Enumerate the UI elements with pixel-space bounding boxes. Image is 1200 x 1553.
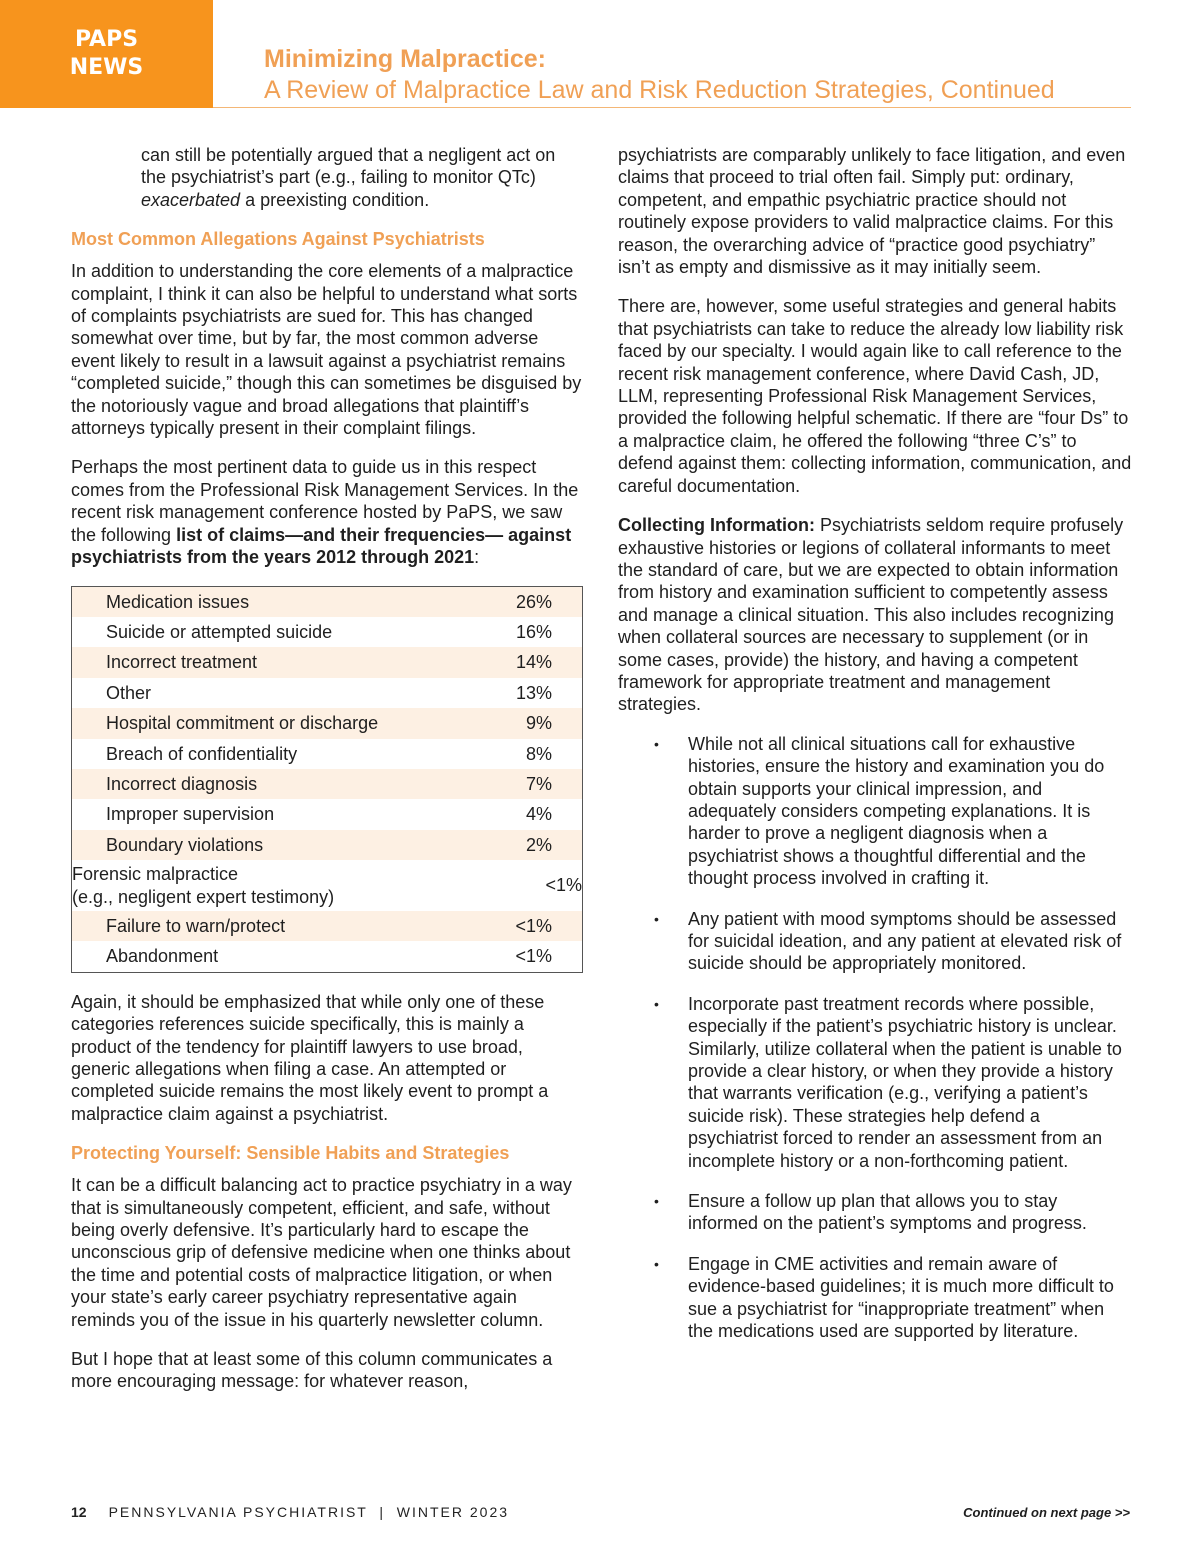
data-source-bold: list of claims—and their frequencies— against psychiatrists from the years 2012 through 2021 xyxy=(71,524,572,568)
table-row xyxy=(72,617,583,647)
claim-percent: <1% xyxy=(515,946,552,967)
brand-logo-text xyxy=(0,26,213,82)
list-item-text: While not all clinical situations call for exhaustive histories, ensure the history and examination you do obtain supports your clinical impression, and adequately considers competing explanations. It is harder to prove a negligent diagnosis when a psychiatrist shows a thoughtful differential and the thought process involved in crafting it. xyxy=(688,733,1105,889)
brand-line-2: NEWS xyxy=(69,55,144,80)
claim-category xyxy=(72,708,453,738)
table-row xyxy=(72,830,583,860)
claim-percent: 7% xyxy=(452,769,583,799)
table-row xyxy=(72,911,583,941)
publication-name: PENNSYLVANIA PSYCHIATRIST | WINTER 2023 xyxy=(108,1504,510,1520)
claim-category-text: Breach of confidentiality xyxy=(106,743,298,764)
page-footer xyxy=(71,1504,509,1520)
article-title: Minimizing Malpractice: xyxy=(264,45,546,73)
claim-category-text: Abandonment xyxy=(106,946,219,967)
claim-category xyxy=(72,739,453,769)
claim-category xyxy=(72,617,453,647)
intro-emphasis: exacerbated xyxy=(141,189,241,210)
claim-percent: 2% xyxy=(452,830,583,860)
claim-category xyxy=(72,830,453,860)
list-item xyxy=(654,1190,1132,1235)
claim-percent: <1% xyxy=(452,911,583,941)
bullet-icon: • xyxy=(654,735,659,752)
claim-category-text: Suicide or attempted suicide xyxy=(106,621,333,642)
paragraph-balancing: It can be a difficult balancing act to practice psychiatry in a way that is simultaneously competent, efficient, and safe, without being overly defensive. It’s particularly hard to escape the unconscious grip of defensive medicine when one thinks about the time and potential costs of malpractice litigation, or when your state’s early career psychiatry representative again reminds you of the issue in his quarterly newsletter column. xyxy=(71,1175,572,1330)
list-item-text: Ensure a follow up plan that allows you to stay informed on the patient’s symptoms and progress. xyxy=(688,1191,1087,1234)
bullet-icon: • xyxy=(654,910,659,927)
header-divider xyxy=(213,107,1131,108)
list-item xyxy=(654,733,1132,890)
data-source-text: Perhaps the most pertinent data to guide us in this respect comes from the Professional Risk Management Services. In the recent risk management conference hosted by PaPS, we saw the following xyxy=(71,457,579,545)
list-item xyxy=(654,908,1132,975)
bullet-icon: • xyxy=(654,1193,659,1210)
collecting-information-label: Collecting Information: xyxy=(618,515,815,536)
claim-category-text: Medication issues xyxy=(106,591,250,612)
intro-paragraph xyxy=(71,144,583,211)
collecting-information-text: Psychiatrists seldom require profusely exhaustive histories or legions of collateral informants to meet the standard of care, but we are expected to obtain information from history and examination sufficient to competently assess and manage a clinical situation. This also includes recognizing when collateral sources are necessary to supplement (or in some cases, provide) the history, and having a competent framework for appropriate treatment and management strategies. xyxy=(618,515,1124,715)
paragraph-unlikely-litigation: psychiatrists are comparably unlikely to face litigation, and even claims that proceed to trial often fail. Simply put: ordinary, competent, and empathic psychiatric practice should not routinely expose providers to valid malpractice claims. For this reason, the overarching advice of “practice good psychiatry” isn’t as empty and dismissive as it may initially seem. xyxy=(618,145,1126,278)
claim-category xyxy=(72,799,453,829)
strategy-list xyxy=(618,733,1132,1343)
claim-category-text: Incorrect diagnosis xyxy=(106,773,258,794)
brand-line-1: PAPS xyxy=(74,27,139,52)
list-item xyxy=(654,993,1132,1172)
claim-category xyxy=(72,678,453,708)
intro-text: can still be potentially argued that a negligent act on the psychiatrist’s part (e.g., failing to monitor QTc) xyxy=(141,145,556,188)
claim-percent: 13% xyxy=(515,682,552,703)
claim-category-text: Incorrect treatment xyxy=(106,652,258,673)
table-row xyxy=(72,769,583,799)
claim-percent: 14% xyxy=(452,647,583,677)
paragraph-strategies: There are, however, some useful strategies and general habits that psychiatrists can take to reduce the already low liability risk faced by our specialty. I would again like to call reference to the recent risk management conference, where David Cash, JD, LLM, representing Professional Risk Management Services, provided the following helpful schematic. If there are “four Ds” to a malpractice claim, he offered the following “three C’s” to defend against them: collecting information, communication, and careful documentation. xyxy=(618,296,1132,496)
paragraph-collecting-information xyxy=(618,514,1132,716)
article-subtitle: A Review of Malpractice Law and Risk Reduction Strategies, Continued xyxy=(264,76,1055,104)
claim-percent: 4% xyxy=(525,804,552,825)
claim-percent: 9% xyxy=(452,708,583,738)
claim-category-text: Failure to warn/protect xyxy=(106,915,286,936)
table-row xyxy=(72,941,583,972)
paragraph-allegations: In addition to understanding the core elements of a malpractice complaint, I think it can also be helpful to understand what sorts of complaints psychiatrists are sued for. This has changed somewhat over time, but by far, the most common adverse event likely to result in a lawsuit against a psychiatrist remains “completed suicide,” though this can sometimes be disguised by the notoriously vague and broad allegations that plaintiff’s attorneys typically present in their complaint filings. xyxy=(71,261,582,439)
table-row xyxy=(72,739,583,769)
claim-category xyxy=(72,586,453,617)
left-column xyxy=(71,144,583,1410)
list-item-text: Any patient with mood symptoms should be assessed for suicidal ideation, and any patient at elevated risk of suicide should be appropriately monitored. xyxy=(688,908,1122,974)
section-heading-allegations: Most Common Allegations Against Psychiatrists xyxy=(71,229,485,250)
page-number: 12 xyxy=(71,1504,87,1520)
bullet-icon: • xyxy=(654,1255,659,1272)
section-heading-protecting: Protecting Yourself: Sensible Habits and Strategies xyxy=(71,1143,510,1164)
table-row xyxy=(72,860,583,911)
claim-category xyxy=(72,647,453,677)
claim-percent: <1% xyxy=(545,875,582,896)
claim-category xyxy=(72,769,453,799)
list-item xyxy=(654,1253,1132,1343)
table-row xyxy=(72,647,583,677)
claim-category-text: Hospital commitment or discharge xyxy=(106,713,379,734)
list-item-text: Engage in CME activities and remain aware of evidence-based guidelines; it is much more difficult to sue a psychiatrist for “inappropriate treatment” when the medications used are supported by literature. xyxy=(688,1253,1114,1342)
bullet-icon: • xyxy=(654,995,659,1012)
table-row xyxy=(72,799,583,829)
article-header xyxy=(264,44,1130,106)
paragraph-suicide-note: Again, it should be emphasized that while only one of these categories references suicide specifically, this is mainly a product of the tendency for plaintiff lawyers to use broad, generic allegations when filing a case. An attempted or completed suicide remains the most likely event to prompt a malpractice claim against a psychiatrist. xyxy=(71,991,549,1124)
claim-category xyxy=(72,860,453,911)
right-column xyxy=(618,144,1132,1361)
paragraph-data-source xyxy=(71,456,583,568)
claim-category-detail: (e.g., negligent expert testimony) xyxy=(72,886,335,907)
claim-category xyxy=(72,911,453,941)
table-row xyxy=(72,708,583,738)
claim-category-text: Improper supervision xyxy=(106,804,275,825)
claim-category-text: Forensic malpractice xyxy=(72,864,239,885)
table-row xyxy=(72,678,583,708)
data-source-colon: : xyxy=(474,547,480,568)
brand-banner xyxy=(0,0,213,108)
continued-link[interactable]: Continued on next page >> xyxy=(963,1505,1130,1520)
claims-table xyxy=(71,586,583,973)
intro-text-end: a preexisting condition. xyxy=(240,189,430,210)
table-row xyxy=(72,586,583,617)
claim-category-text: Other xyxy=(106,682,152,703)
claim-category xyxy=(72,941,453,972)
list-item-text: Incorporate past treatment records where possible, especially if the patient’s psychiatric history is unclear. Similarly, utilize collateral when the patient is unable to provide a clear history, or when they provide a history that warrants verification (e.g., verifying a patient’s suicide risk). These strategies help defend a psychiatrist forced to render an assessment from an incomplete history or a non-forthcoming patient. xyxy=(688,993,1122,1171)
claim-percent: 8% xyxy=(525,743,552,764)
claim-category-text: Boundary violations xyxy=(106,834,264,855)
claim-percent: 16% xyxy=(515,621,552,642)
claim-percent: 26% xyxy=(452,586,583,617)
paragraph-encouraging: But I hope that at least some of this column communicates a more encouraging message: for whatever reason, xyxy=(71,1349,553,1392)
